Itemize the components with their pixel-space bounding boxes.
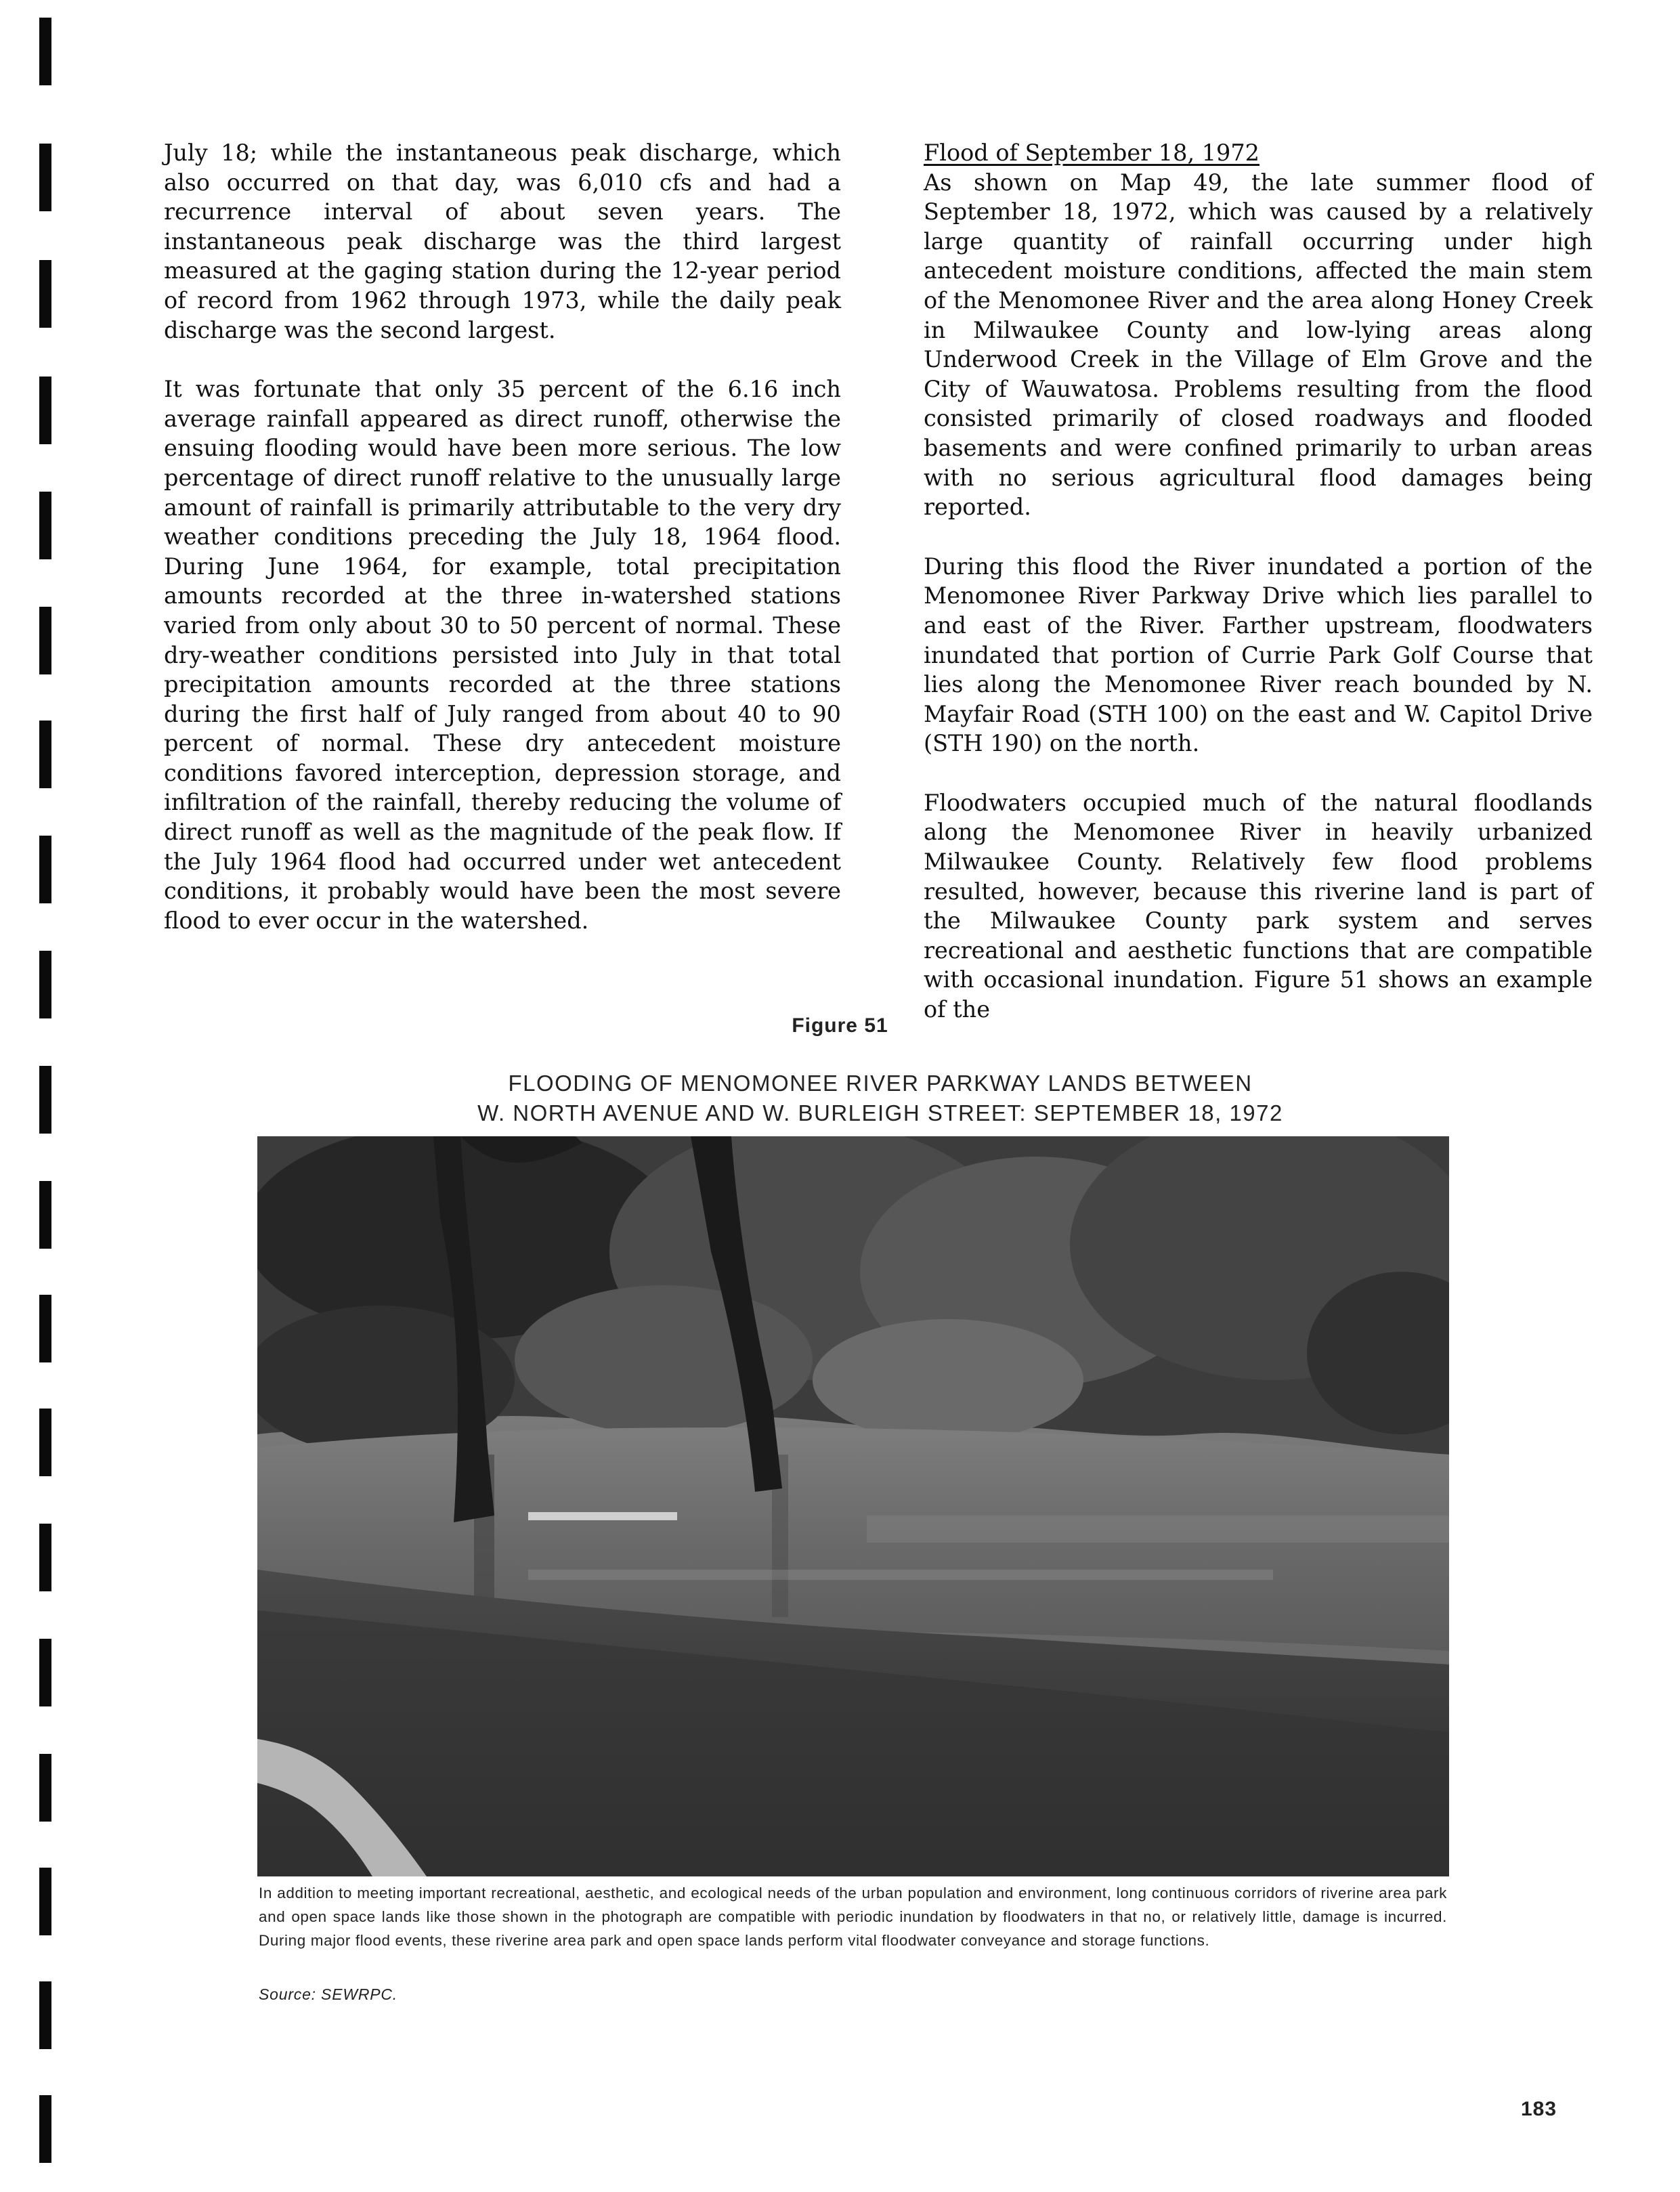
right-paragraph-1: As shown on Map 49, the late summer flood of September 18, 1972, which was caused by a relatively large quantity of rainfall occurring under high antecedent moisture conditions, affected the main stem of the Menomonee River and the area along Honey Creek in Milwaukee County and low-lying areas along Underwood Creek in the Village of Elm Grove and the City of Wauwatosa. Problems resulting from the flood consisted primarily of closed roadways and flooded basements and were confined primarily to urban areas with no serious agricultural flood damages being reported. (924, 169, 1593, 521)
binding-mark (39, 377, 51, 444)
binding-mark (39, 1181, 51, 1249)
binding-mark (39, 1754, 51, 1822)
binding-mark (39, 951, 51, 1018)
binding-mark (39, 1524, 51, 1591)
right-paragraph-2: During this flood the River inundated a portion of the Menomonee River Parkway Drive which lies parallel to and east of the River. Farther upstream, floodwaters inundated that portion of Currie Park Golf Course that lies along the Menomonee River reach bounded by N. Mayfair Road (STH 100) on the east and W. Capitol Drive (STH 190) on the north. (924, 553, 1593, 757)
right-paragraph-3: Floodwaters occupied much of the natural floodlands along the Menomonee River in heavily urbanized Milwaukee County. Relatively few flood problems resulted, however, because this riverine land is part of the Milwaukee County park system and serves recreational and aesthetic functions that are compatible with occasional inundation. Figure 51 shows an example of the (924, 789, 1593, 1023)
binding-mark (39, 18, 51, 85)
binding-mark (39, 260, 51, 328)
right-column (924, 138, 1593, 1054)
binding-mark (39, 836, 51, 903)
binding-mark (39, 1639, 51, 1706)
flood-photograph (257, 1136, 1449, 1876)
left-paragraph-2: It was fortunate that only 35 percent of the 6.16 inch average rainfall appeared as direct runoff, otherwise the ensuing flooding would have been more serious. The low percentage of direct runoff relative to the unusually large amount of rainfall is primarily attributable to the very dry weather conditions preceding the July 18, 1964 flood. During June 1964, for example, total precipitation amounts recorded at the three in-watershed stations varied from only about 30 to 50 percent of normal. These dry-weather conditions persisted into July in that total precipitation amounts recorded at the three stations during the first half of July ranged from about 40 to 90 percent of normal. These dry antecedent moisture conditions favored interception, depression storage, and infiltration of the rainfall, thereby reducing the volume of direct runoff as well as the magnitude of the peak flow. If the July 1964 flood had occurred under wet antecedent conditions, it probably would have been the most severe flood to ever occur in the watershed. (164, 376, 841, 934)
figure-label: Figure 51 (792, 1014, 888, 1037)
page-number: 183 (1521, 2098, 1557, 2120)
figure-caption: In addition to meeting important recreational, aesthetic, and ecological needs of the urban population and environment, long continuous corridors of riverine area park and open space lands like those shown in the photograph are compatible with periodic inundation by floodwaters in that no, or relatively little, damage is incurred. During major flood events, these riverine area park and open space lands perform vital floodwater conveyance and storage functions. (259, 1885, 1447, 1949)
left-column (164, 138, 841, 965)
figure-title (0, 1069, 1680, 1128)
binding-mark (39, 144, 51, 211)
binding-mark (39, 1295, 51, 1362)
binding-mark (39, 1409, 51, 1476)
left-paragraph-1: July 18; while the instantaneous peak discharge, which also occurred on that day, was 6,010 cfs and had a recurrence interval of about seven years. The instantaneous peak discharge was the third largest measured at the gaging station during the 12-year period of record from 1962 through 1973, while the daily peak discharge was the second largest. (164, 139, 841, 343)
binding-mark (39, 1981, 51, 2049)
figure-title-line-1: FLOODING OF MENOMONEE RIVER PARKWAY LANDS BETWEEN (508, 1071, 1253, 1096)
binding-mark (39, 721, 51, 788)
binding-mark (39, 1868, 51, 1935)
binding-mark (39, 492, 51, 559)
figure-source: Source: SEWRPC. (259, 1985, 397, 2003)
binding-mark (39, 607, 51, 674)
binding-mark (39, 2095, 51, 2163)
figure-title-line-2: W. NORTH AVENUE AND W. BURLEIGH STREET: SEPTEMBER 18, 1972 (477, 1100, 1283, 1125)
section-heading: Flood of September 18, 1972 (924, 139, 1259, 166)
